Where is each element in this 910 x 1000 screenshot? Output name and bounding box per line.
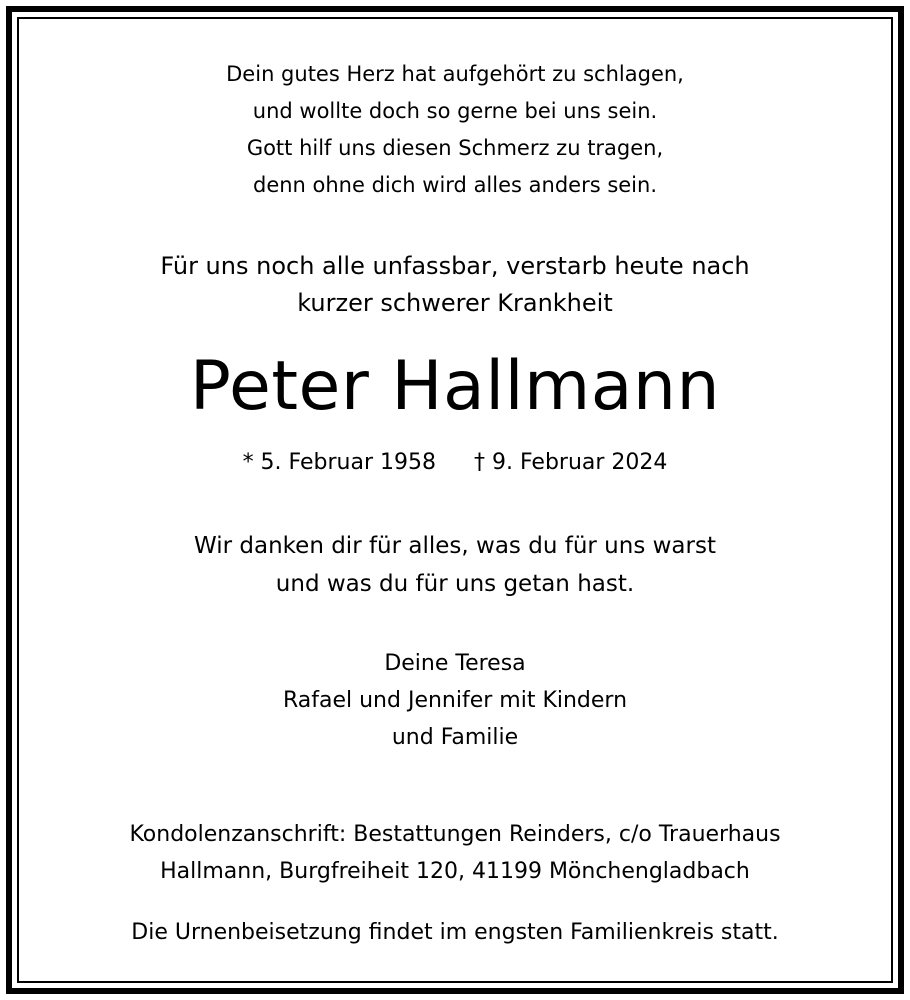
mourner-line: Deine Teresa (384, 651, 526, 676)
poem-line: und wollte doch so gerne bei uns sein. (252, 99, 658, 123)
mourners-list (20, 645, 890, 756)
urn-burial-note: Die Urnenbeisetzung findet im engsten Familienkreis statt. (131, 920, 779, 945)
thanks-line: und was du für uns getan hast. (275, 571, 635, 597)
address-line: Hallmann, Burgfreiheit 120, 41199 Mönchengladbach (160, 859, 750, 884)
announcement-line: kurzer schwerer Krankheit (297, 289, 613, 317)
announcement-line: Für uns noch alle unfassbar, verstarb heute nach (160, 252, 750, 280)
condolence-address (20, 816, 890, 890)
address-line: Kondolenzanschrift: Bestattungen Reinders, c/o Trauerhaus (129, 822, 781, 847)
life-dates (20, 447, 890, 479)
poem-line: Dein gutes Herz hat aufgehört zu schlagen, (226, 62, 684, 86)
death-announcement (20, 248, 890, 322)
mourner-line: Rafael und Jennifer mit Kindern (282, 688, 628, 713)
poem-line: Gott hilf uns diesen Schmerz zu tragen, (246, 136, 664, 160)
poem-line: denn ohne dich wird alles anders sein. (252, 173, 657, 197)
death-date: † 9. Februar 2024 (474, 450, 668, 475)
thanks-text (20, 527, 890, 603)
thanks-line: Wir danken dir für alles, was du für uns warst (194, 533, 716, 559)
memorial-poem (20, 56, 890, 204)
birth-date: * 5. Februar 1958 (242, 450, 436, 475)
mourner-line: und Familie (391, 725, 519, 750)
deceased-name: Peter Hallmann (189, 347, 721, 426)
